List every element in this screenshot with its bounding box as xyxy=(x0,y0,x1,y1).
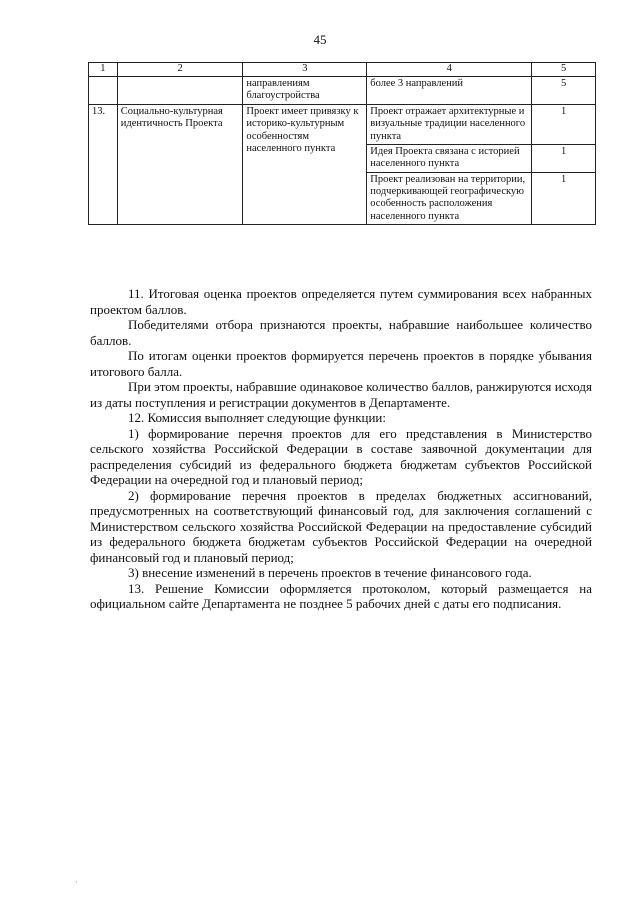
paragraph: 12. Комиссия выполняет следующие функции: xyxy=(128,410,386,425)
table-row-13 xyxy=(89,104,596,144)
paragraph: 13. Решение Комиссии оформляется протоколом, который размещается на официальном сайте Департамента не позднее 5 рабочих дней с даты его подписания. xyxy=(90,580,592,611)
row13-option-2: Идея Проекта связана с историей населенного пункта xyxy=(367,144,532,172)
row13-option-1: Проект отражает архитектурные и визуальные традиции населенного пункта xyxy=(367,104,532,144)
paragraph: По итогам оценки проектов формируется перечень проектов в порядке убывания итогового балла. xyxy=(90,348,592,379)
scan-speck: · xyxy=(75,878,78,887)
row13-score-2: 1 xyxy=(532,144,596,172)
row13-num-cell: 13. xyxy=(89,104,118,224)
row13-score-3: 1 xyxy=(532,172,596,225)
table-row-continuation xyxy=(89,77,596,105)
header-cell-1: 1 xyxy=(89,63,118,77)
cont-option-cell: более 3 направлений xyxy=(367,77,532,105)
paragraph: 3) внесение изменений в перечень проектов в течение финансового года. xyxy=(128,565,532,580)
paragraph: 1) формирование перечня проектов для его представления в Министерство сельского хозяйства Российской Федерации в составе заявочной документации для распределения субсидий из федерального бюджета бюджетам субъектов Российской Федерации на очередной год и плановый период; xyxy=(90,425,592,487)
row13-indicator-cell: Проект имеет привязку к историко-культурным особенностям населенного пункта xyxy=(243,104,367,224)
cont-score-cell: 5 xyxy=(532,77,596,105)
paragraph: Победителями отбора признаются проекты, набравшие наибольшее количество баллов. xyxy=(90,317,592,348)
cont-num-cell xyxy=(89,77,118,105)
paragraph: 2) формирование перечня проектов в пределах бюджетных ассигнований, предусмотренных на соответствующий финансовый год, для заключения соглашений с Министерством сельского хозяйства Российской Федерации на предоставление субсидий из федерального бюджета бюджетам субъектов Российской Федерации на очередной финансовый год и плановый период; xyxy=(90,487,592,565)
paragraph: 11. Итоговая оценка проектов определяется путем суммирования всех набранных проектом баллов. xyxy=(90,286,592,317)
cont-criterion-cell xyxy=(117,77,243,105)
criteria-table xyxy=(88,62,596,225)
paragraph: При этом проекты, набравшие одинаковое количество баллов, ранжируются исходя из даты поступления и регистрации документов в Департаменте. xyxy=(90,379,592,410)
header-cell-5: 5 xyxy=(532,63,596,77)
row13-criterion-cell: Социально-культурная идентичность Проекта xyxy=(117,104,243,224)
header-cell-4: 4 xyxy=(367,63,532,77)
header-cell-2: 2 xyxy=(117,63,243,77)
table-header-row xyxy=(89,63,596,77)
row13-score-1: 1 xyxy=(532,104,596,144)
row13-option-3: Проект реализован на территории, подчеркивающей географическую особенность расположения населенного пункта xyxy=(367,172,532,225)
cont-indicator-cell: направлениям благоустройства xyxy=(243,77,367,105)
header-cell-3: 3 xyxy=(243,63,367,77)
body-text xyxy=(90,286,592,612)
page-number: 45 xyxy=(313,32,327,47)
